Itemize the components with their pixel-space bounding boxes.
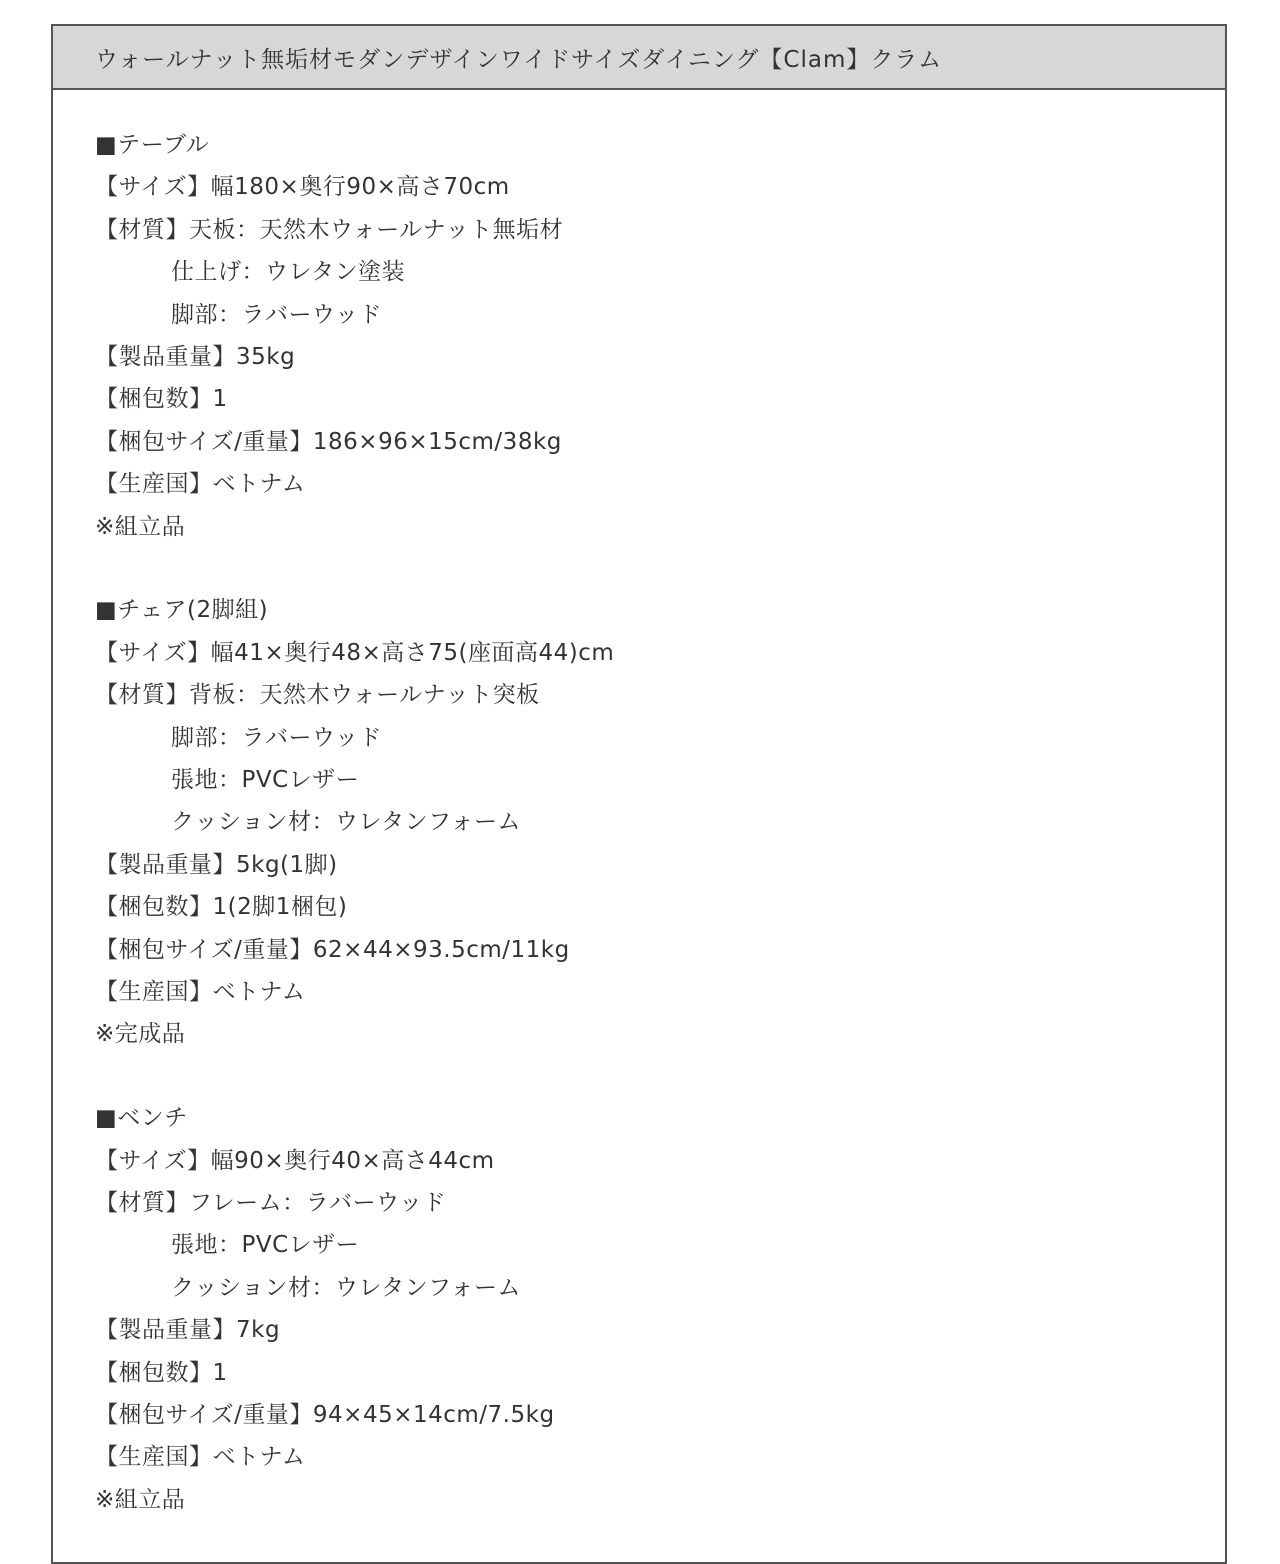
spec-header: [53, 26, 1225, 90]
spec-line: 【梱包サイズ/重量】186×96×15cm/38kg: [95, 428, 562, 455]
spec-section-table: [95, 124, 1225, 548]
section-heading: ■ベンチ: [95, 1105, 188, 1132]
spec-line: 【生産国】ベトナム: [95, 471, 306, 498]
spec-line: 【製品重量】35kg: [95, 343, 296, 370]
spec-line: 【サイズ】幅90×奥行40×高さ44cm: [95, 1147, 495, 1174]
product-title: ウォールナット無垢材モダンデザインワイドサイズダイニング【Clam】クラム: [95, 46, 943, 73]
spec-line: ※組立品: [95, 1486, 186, 1513]
spec-line: 【梱包サイズ/重量】94×45×14cm/7.5kg: [95, 1401, 555, 1428]
spec-line: 【製品重量】5kg(1脚): [95, 851, 338, 878]
spec-line: 【製品重量】7kg: [95, 1317, 281, 1344]
spec-subline: 脚部：ラバーウッド: [171, 724, 383, 751]
spec-line: 【サイズ】幅41×奥行48×高さ75(座面高44)cm: [95, 639, 615, 666]
spec-subline: クッション材：ウレタンフォーム: [171, 809, 521, 836]
spec-line: ※完成品: [95, 1021, 186, 1048]
spec-subline: 張地：PVCレザー: [171, 766, 360, 793]
spec-line: 【材質】フレーム：ラバーウッド: [95, 1189, 447, 1216]
spec-subline: 張地：PVCレザー: [171, 1232, 360, 1259]
spec-line: 【梱包数】1(2脚1梱包): [95, 894, 348, 921]
section-heading: ■テーブル: [95, 132, 210, 158]
spec-line: 【梱包数】1: [95, 1359, 228, 1386]
spec-line: 【梱包サイズ/重量】62×44×93.5cm/11kg: [95, 936, 570, 963]
spec-subline: クッション材：ウレタンフォーム: [171, 1274, 521, 1301]
spec-line: 【生産国】ベトナム: [95, 978, 306, 1005]
spec-line: 【材質】背板：天然木ウォールナット突板: [95, 682, 540, 709]
spec-line: 【材質】天板：天然木ウォールナット無垢材: [95, 216, 564, 243]
spec-subline: 仕上げ：ウレタン塗装: [171, 259, 406, 286]
spec-section-chair: [95, 589, 1225, 1055]
spec-section-bench: [95, 1097, 1225, 1521]
spec-content: [53, 90, 1225, 1521]
spec-line: ※組立品: [95, 513, 186, 540]
spec-subline: 脚部：ラバーウッド: [171, 301, 383, 328]
section-heading: ■チェア(2脚組): [95, 597, 269, 624]
spec-panel: [51, 24, 1227, 1564]
spec-line: 【梱包数】1: [95, 386, 228, 413]
spec-line: 【生産国】ベトナム: [95, 1444, 306, 1471]
spec-line: 【サイズ】幅180×奥行90×高さ70cm: [95, 174, 510, 201]
